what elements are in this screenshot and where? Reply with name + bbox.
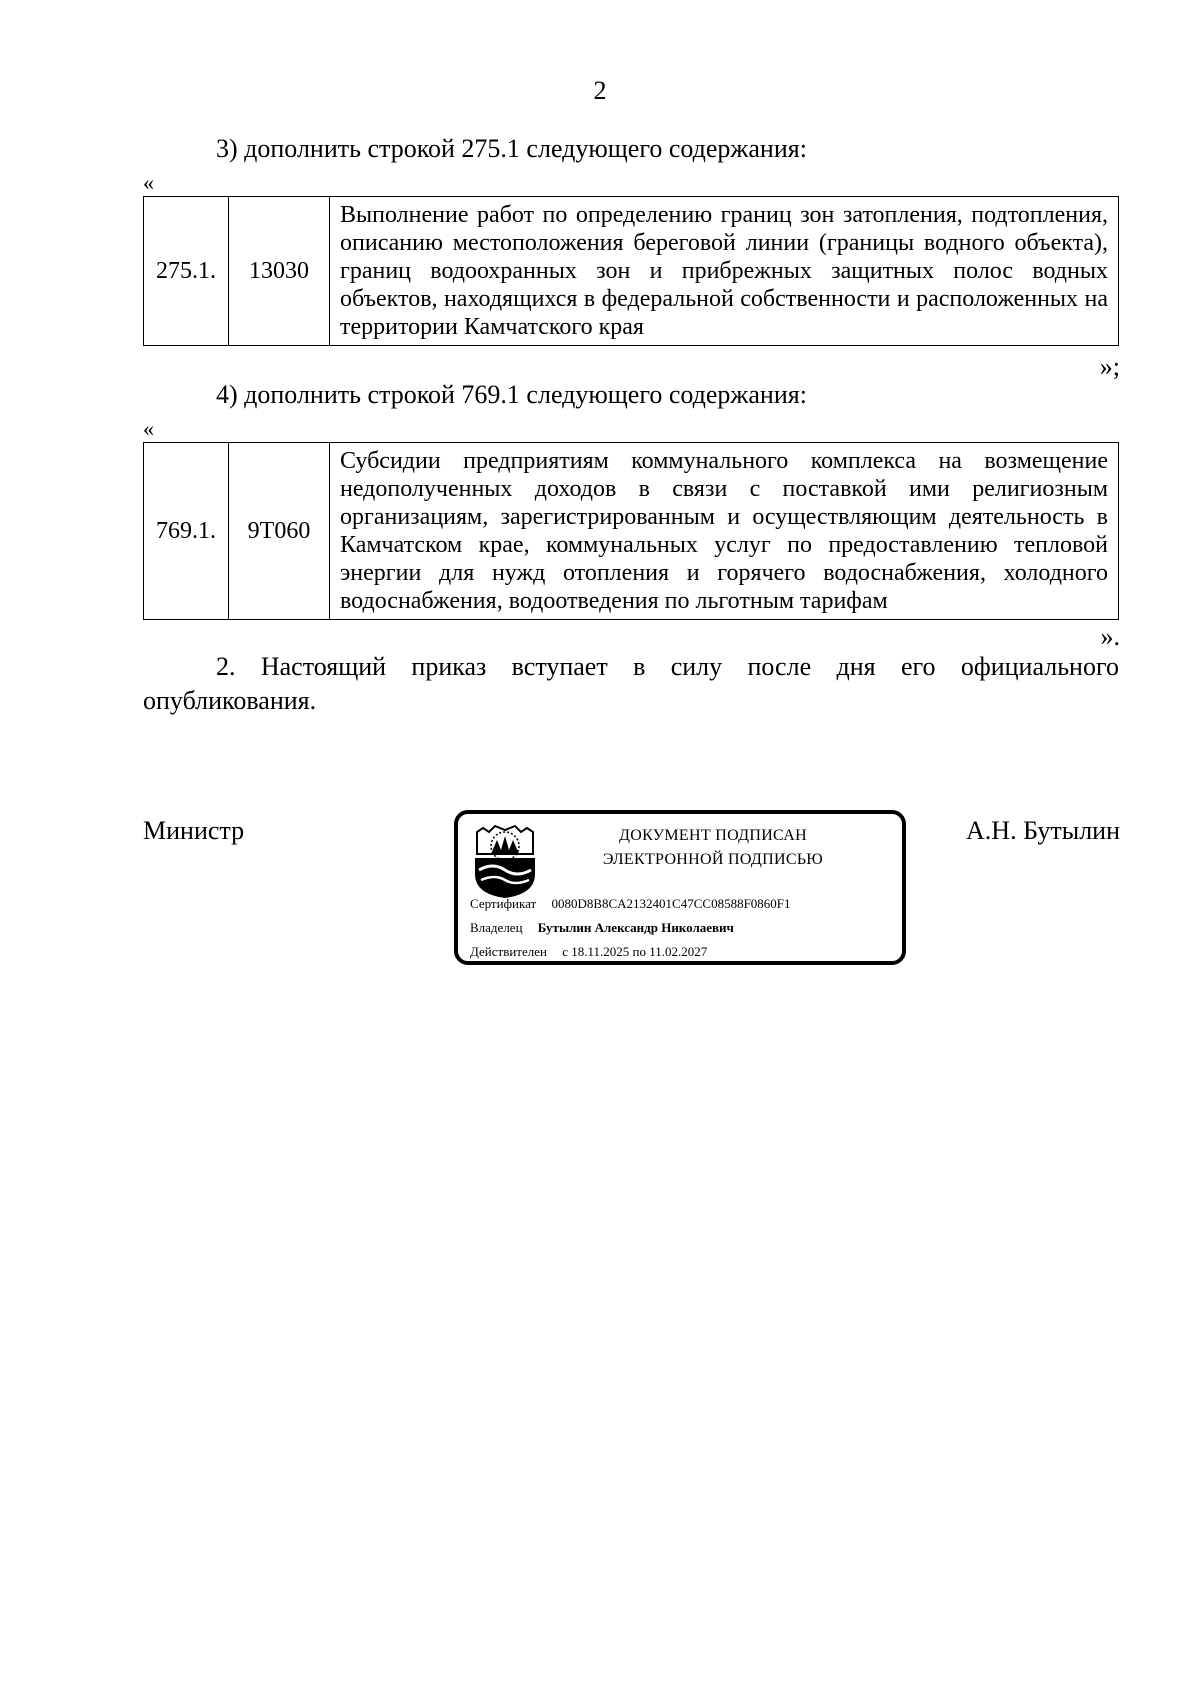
row-description: Субсидии предприятиям коммунального комплекса на возмещение недополученных доходов в связи с поставкой ими религиозным организациям, зарегистрированным и осуществляющим деятельность в Камчатском крае, коммунальных услуг по предоставлению тепловой энергии для нужд отопления и горячего водоснабжения, холодного водоснабжения, водоотведения по льготным тарифам xyxy=(330,443,1119,620)
owner-label: Владелец xyxy=(470,920,523,935)
signatory-name: А.Н. Бутылин xyxy=(966,816,1120,845)
stamp-validity xyxy=(470,944,707,960)
validity-label: Действителен xyxy=(470,944,547,959)
owner-value: Бутылин Александр Николаевич xyxy=(537,920,734,935)
stamp-title-line: ДОКУМЕНТ ПОДПИСАН xyxy=(619,827,807,844)
page-number: 2 xyxy=(593,76,607,105)
insert-row-table xyxy=(143,442,1119,620)
stamp-title xyxy=(558,824,868,872)
open-quote: « xyxy=(143,416,154,441)
close-quote: »; xyxy=(1099,352,1120,381)
certificate-label: Сертификат xyxy=(470,896,537,911)
clause-2: 2. Настоящий приказ вступает в силу после дня его официального опубликования. xyxy=(143,652,1119,715)
stamp-owner xyxy=(470,920,734,936)
e-signature-stamp xyxy=(454,810,906,965)
signatory-position: Министр xyxy=(143,816,245,845)
item-intro: 4) дополнить строкой 769.1 следующего содержания: xyxy=(216,380,807,409)
table-row xyxy=(144,443,1119,620)
close-quote: ». xyxy=(1100,622,1120,651)
open-quote: « xyxy=(143,170,154,195)
certificate-value: 0080D8B8CA2132401C47CC08588F0860F1 xyxy=(551,896,791,911)
insert-row-table xyxy=(143,196,1119,346)
item-intro: 3) дополнить строкой 275.1 следующего содержания: xyxy=(216,134,807,163)
row-number: 769.1. xyxy=(144,443,229,620)
stamp-certificate xyxy=(470,896,791,912)
stamp-title-line: ЭЛЕКТРОННОЙ ПОДПИСЬЮ xyxy=(602,851,824,868)
kamchatka-emblem-icon xyxy=(473,824,537,900)
table-row xyxy=(144,197,1119,346)
row-number: 275.1. xyxy=(144,197,229,346)
row-code: 9Т060 xyxy=(229,443,330,620)
validity-value: с 18.11.2025 по 11.02.2027 xyxy=(562,944,708,959)
row-description: Выполнение работ по определению границ зон затопления, подтопления, описанию местоположения береговой линии (границы водного объекта), границ водоохранных зон и прибрежных защитных полос водных объектов, находящихся в федеральной собственности и расположенных на территории Камчатского края xyxy=(330,197,1119,346)
row-code: 13030 xyxy=(229,197,330,346)
